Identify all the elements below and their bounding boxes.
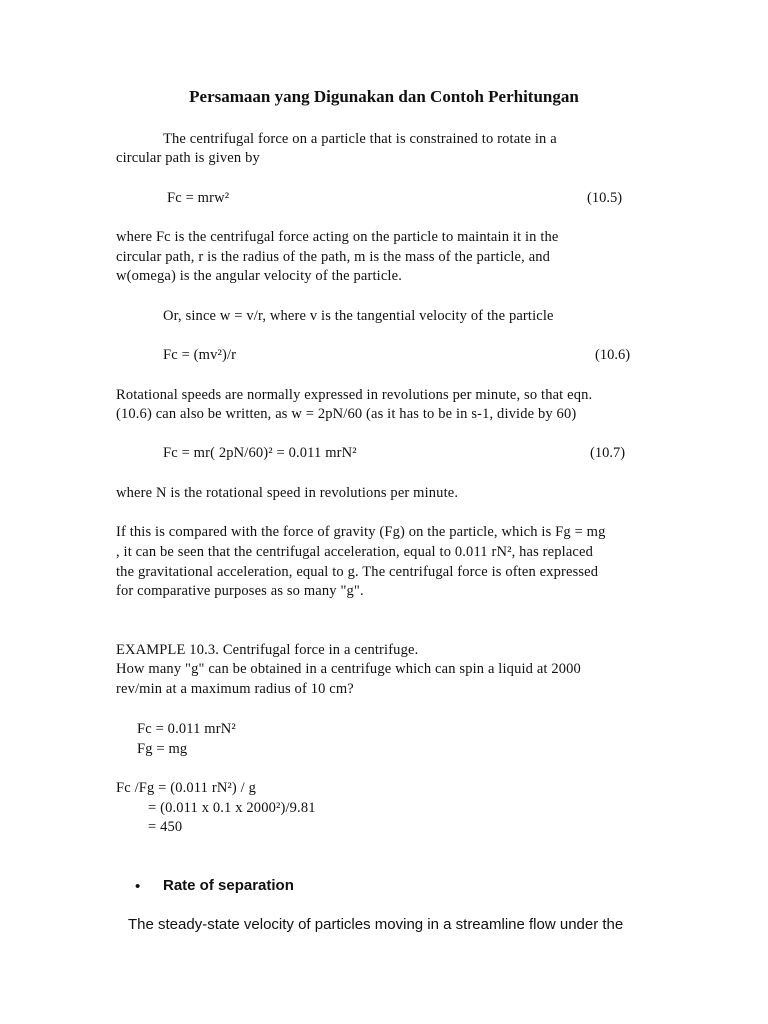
example-fc-formula: Fc = 0.011 mrN² (137, 721, 236, 737)
equation-10-5: Fc = mrw² (167, 190, 230, 206)
equation-10-7: Fc = mr( 2pN/60)² = 0.011 mrN² (163, 445, 357, 461)
intro-line-1: The centrifugal force on a particle that is constrained to rotate in a (163, 131, 557, 147)
example-fg-formula: Fg = mg (137, 741, 188, 757)
rotational-line-1: Rotational speeds are normally expressed in revolutions per minute, so that eqn. (116, 387, 593, 403)
where-n-line: where N is the rotational speed in revolutions per minute. (116, 485, 459, 501)
where-line-3: w(omega) is the angular velocity of the particle. (116, 268, 402, 284)
example-heading: EXAMPLE 10.3. Centrifugal force in a centrifuge. (116, 642, 419, 658)
example-step-2: = (0.011 x 0.1 x 2000²)/9.81 (148, 800, 316, 816)
example-result: = 450 (148, 819, 183, 835)
compare-line-3: the gravitational acceleration, equal to g. The centrifugal force is often expressed (116, 564, 599, 580)
equation-number-10-7: (10.7) (590, 445, 626, 461)
compare-line-1: If this is compared with the force of gravity (Fg) on the particle, which is Fg = mg (116, 524, 606, 540)
equation-number-10-5: (10.5) (587, 190, 623, 206)
where-line-2: circular path, r is the radius of the path, m is the mass of the particle, and (116, 249, 551, 265)
section-heading: Rate of separation (163, 877, 294, 894)
bullet-marker: • (135, 878, 141, 895)
where-line-1: where Fc is the centrifugal force acting on the particle to maintain it in the (116, 229, 559, 245)
section-body-line: The steady-state velocity of particles moving in a streamline flow under the (128, 916, 624, 933)
intro-line-2: circular path is given by (116, 150, 260, 166)
or-line: Or, since w = v/r, where v is the tangential velocity of the particle (163, 308, 554, 324)
rotational-line-2: (10.6) can also be written, as w = 2pN/60 (as it has to be in s-1, divide by 60) (116, 406, 577, 422)
example-question-line-2: rev/min at a maximum radius of 10 cm? (116, 681, 354, 697)
compare-line-2: , it can be seen that the centrifugal acceleration, equal to 0.011 rN², has replaced (116, 544, 593, 560)
page-title: Persamaan yang Digunakan dan Contoh Perhitungan (189, 87, 579, 106)
equation-number-10-6: (10.6) (595, 347, 631, 363)
example-question-line-1: How many "g" can be obtained in a centrifuge which can spin a liquid at 2000 (116, 661, 581, 677)
example-ratio: Fc /Fg = (0.011 rN²) / g (116, 780, 257, 796)
equation-10-6: Fc = (mv²)/r (163, 347, 237, 363)
compare-line-4: for comparative purposes as so many "g". (116, 583, 364, 599)
